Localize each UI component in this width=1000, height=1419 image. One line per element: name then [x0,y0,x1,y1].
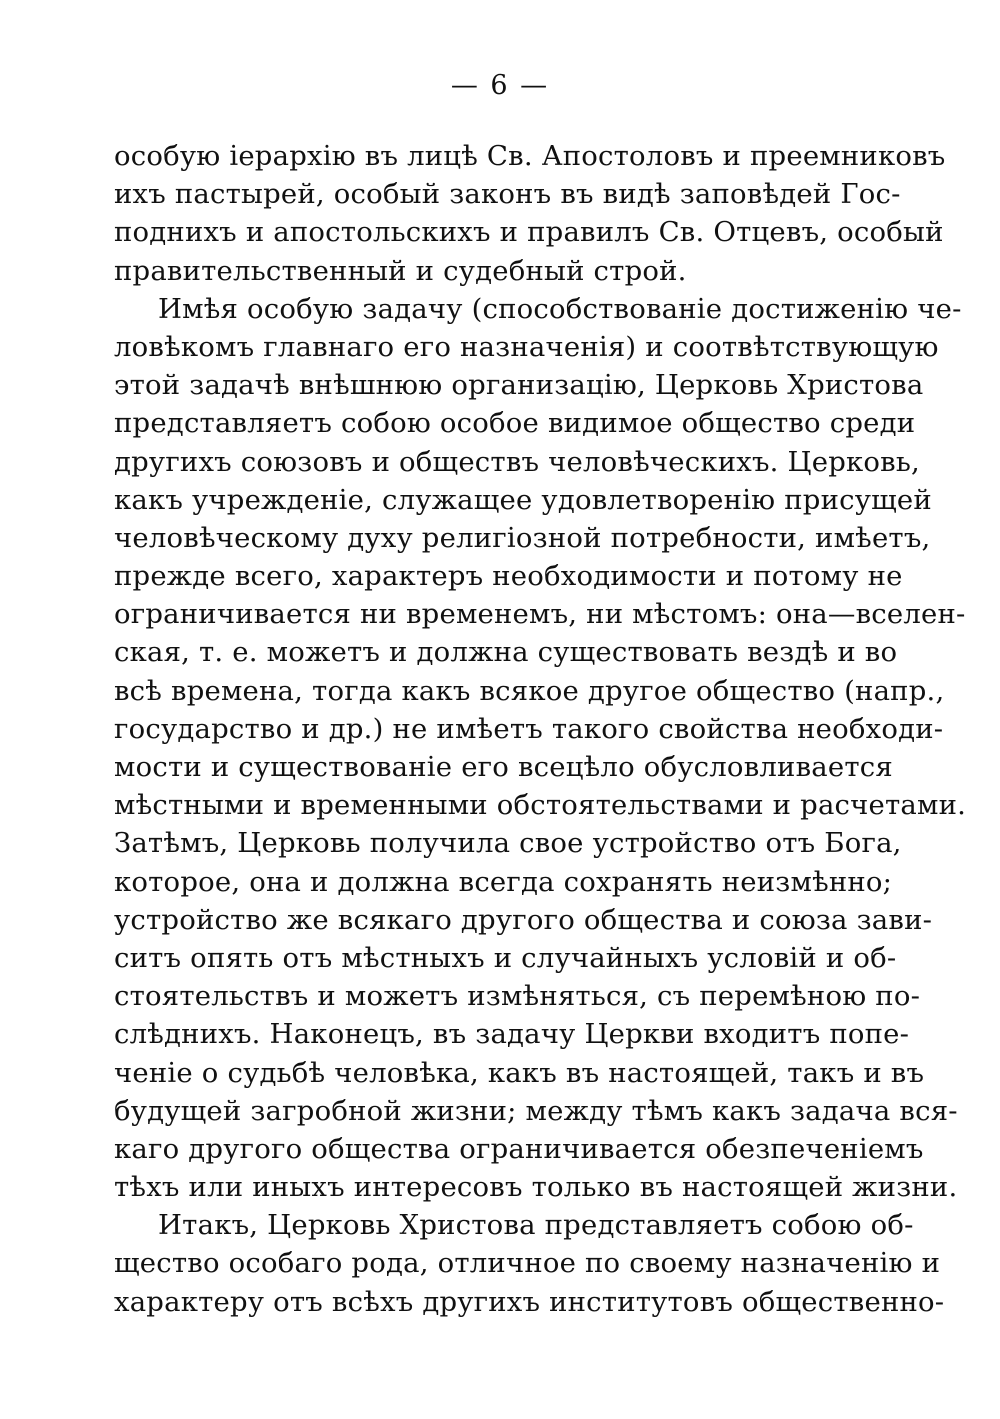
text-line: государство и др.) не имѣетъ такого свойства необходи- [114,712,944,745]
text-line: ская, т. е. можетъ и должна существовать вездѣ и во [114,636,898,669]
text-line: особую іерархію въ лицѣ Св. Апостоловъ и преемниковъ [114,140,946,172]
text-line: Затѣмъ, Церковь получила свое устройство отъ Бога, [114,827,902,860]
text-line: поднихъ и апостольскихъ и правилъ Св. Отцевъ, особый [114,216,944,249]
page-body [114,137,967,1321]
text-line: правительственный и судебный строй. [114,254,687,287]
text-line: ситъ опять отъ мѣстныхъ и случайныхъ условій и об- [114,941,897,974]
text-line: слѣднихъ. Наконецъ, въ задачу Церкви входитъ попе- [114,1018,910,1051]
text-line: мѣстными и временными обстоятельствами и расчетами. [114,789,967,822]
text-line: будущей загробной жизни; между тѣмъ какъ задача вся- [114,1094,958,1127]
text-line: всѣ времена, тогда какъ всякое другое общество (напр., [114,674,945,707]
text-line: человѣческому духу религіозной потребности, имѣетъ, [114,521,931,554]
paragraph-2 [114,290,967,1207]
text-line: тѣхъ или иныхъ интересовъ только въ настоящей жизни. [114,1171,958,1204]
text-line: мости и существованіе его всецѣло обусловливается [114,751,893,783]
text-line: ченіе о судьбѣ человѣка, какъ въ настоящей, такъ и въ [114,1056,925,1089]
text-line: стоятельствъ и можетъ измѣняться, съ перемѣною по- [114,980,921,1013]
text-line: Имѣя особую задачу (способствованіе достиженію че- [158,292,962,325]
text-line: ограничивается ни временемъ, ни мѣстомъ: она—вселен- [114,598,966,631]
page-number: — 6 — [450,70,550,101]
text-line: этой задачѣ внѣшнюю организацію, Церковь Христова [114,369,924,402]
text-line: ловѣкомъ главнаго его назначенія) и соотвѣтствующую [114,330,939,363]
text-line: какъ учрежденіе, служащее удовлетворенію присущей [114,483,932,516]
text-line: характеру отъ всѣхъ другихъ институтовъ общественно- [114,1285,945,1318]
text-line: щество особаго рода, отличное по своему назначенію и [114,1247,941,1280]
text-line: устройство же всякаго другого общества и союза зави- [114,903,933,936]
text-line: представляетъ собою особое видимое общество среди [114,407,916,440]
text-line: прежде всего, характеръ необходимости и потому не [114,560,903,593]
paragraph-1 [114,137,946,290]
text-line: другихъ союзовъ и обществъ человѣческихъ. Церковь, [114,445,920,478]
text-line: Итакъ, Церковь Христова представляетъ собою об- [158,1209,914,1242]
paragraph-3 [114,1206,945,1321]
text-line: ихъ пастырей, особый законъ въ видѣ заповѣдей Гос- [114,178,901,211]
text-line: которое, она и должна всегда сохранять неизмѣнно; [114,865,893,898]
text-line: каго другого общества ограничивается обезпеченіемъ [114,1132,924,1165]
